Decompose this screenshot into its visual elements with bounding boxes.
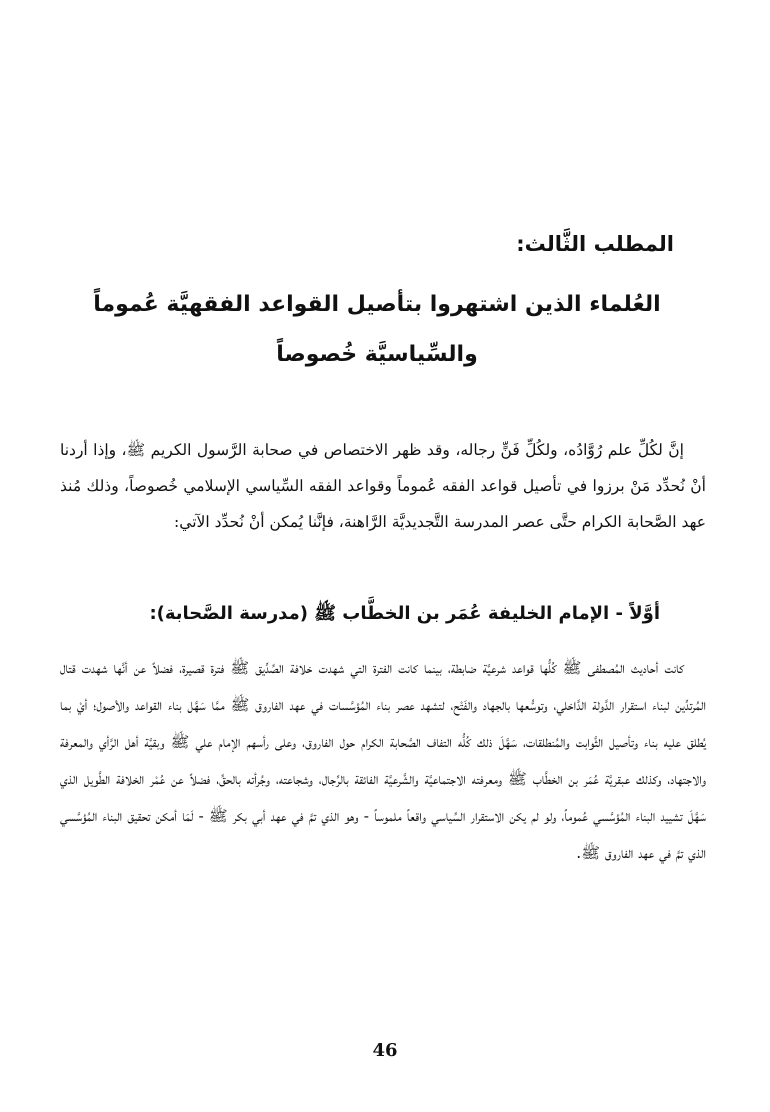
subheading: أوَّلاً - الإمام الخليفة عُمَر بن الخطَّاب ﷺ (مدرسة الصَّحابة): (149, 603, 660, 624)
body-paragraph: كانت أحاديث المُصطفى ﷺ كُلُّها قواعد شرعيَّة ضابطة، بينما كانت الفترة التي شهدت خلافة الصِّدِّيق ﷺ فترة قصيرة، فضلاً عن أنَّها شهدت قتال المُرتدِّين لبناء استقرار الدَّولة الدَّاخلي، وتوسُّعها بالجهاد والفَتْح، لتشهد عصر بناء المُؤسَّسات في عهد الفاروق ﷺ ممَّا سَهَّل بناء القواعد والأصول؛ أيْ بما يُطلق عليه بناء وتأصيل الثَّوابت والمُنطلقات، سَهَّلَ ذلك كُلُّه التفاف الصَّحابة الكرام حول الفاروق، وعلى رأسهم الإمام علي ﷺ وبقيَّة أهل الرَّأي والمعرفة والاجتهاد، وكذلك عبقريَّة عُمَر بن الخطَّاب ﷺ ومعرفته الاجتماعيَّة والشَّرعيَّة الفائقة بالرِّجال، وشجاعته، وجُرأته بالحقِّ، فضلاً عن عُمْر الخلافة الطَّويل الذي سَهَّلَ تشييد البناء المُؤسَّسي عُموماً، ولو لم يكن الاستقرار السِّياسي واقعاً ملموساً - وهو الذي تمَّ في عهد أبي بكر ﷺ - لَمَا أمكن تحقيق البناء المُؤسَّسي الذي تمَّ في عهد الفاروق ﷺ. (60, 659, 706, 862)
chapter-title-line-1: العُلماء الذين اشتهروا بتأصيل القواعد الفقهيَّة عُموماً (93, 292, 661, 317)
chapter-title-line-2: والسِّياسيَّة خُصوصاً (276, 342, 478, 367)
intro-paragraph: إنَّ لكُلِّ علم رُوَّادُه، ولكُلِّ فَنٍّ رجاله، وقد ظهر الاختصاص في صحابة الرَّسول الكريم ﷺ، وإذا أردنا أنْ نُحدِّد مَنْ برزوا في تأصيل قواعد الفقه عُموماً وقواعد الفقه السِّياسي الإسلامي خُصوصاً، وذلك مُنذ عهد الصَّحابة الكرام حتَّى عصر المدرسة التَّجديديَّة الرَّاهنة، فإنَّنا يُمكن أنْ نُحدِّد الآتي: (60, 441, 706, 531)
chapter-title (80, 280, 674, 380)
page-number: 46 (372, 1040, 398, 1061)
section-label: المطلب الثَّالث: (516, 232, 674, 256)
